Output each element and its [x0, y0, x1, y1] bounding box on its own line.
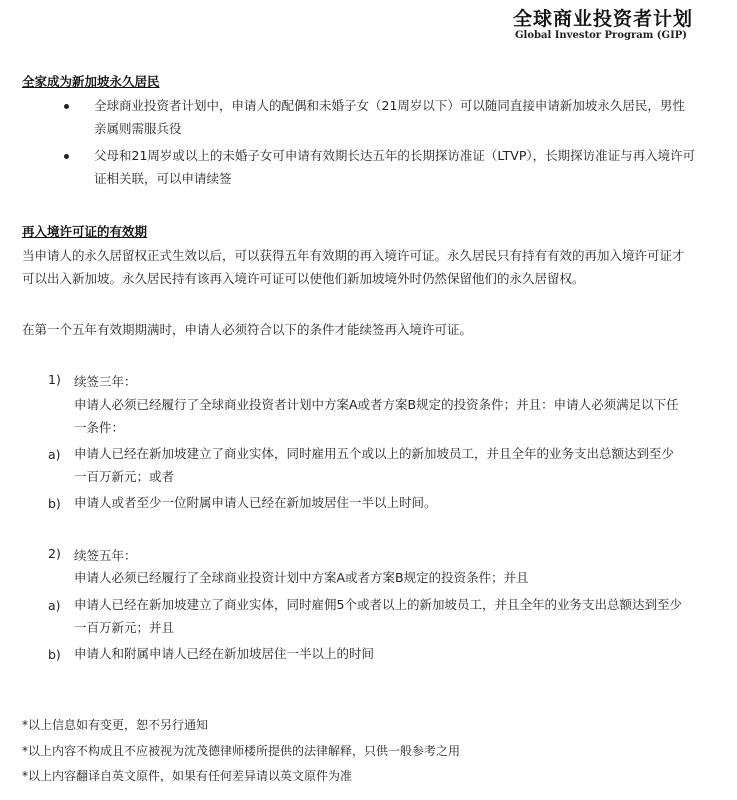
- footnote: *以上内容不构成且不应被视为沈茂德律师楼所提供的法律解释，只供一般参考之用: [22, 744, 461, 758]
- footnote: *以上信息如有变更，恕不另行通知: [22, 718, 209, 732]
- bullet-dot-icon: [64, 104, 69, 109]
- item-text: 申请人和附属申请人已经在新加坡居住一半以上的时间: [74, 646, 375, 661]
- bullet-item: 全球商业投资者计划中，申请人的配偶和未婚子女（21周岁以下）可以随同直接申请新加坡永久居民，男性亲属则需服兵役: [94, 98, 685, 136]
- condition-intro: 在第一个五年有效期期满时，申请人必须符合以下的条件才能续签再入境许可证。: [22, 322, 473, 337]
- footnote: *以上内容翻译自英文原件，如果有任何差异请以英文原件为准: [22, 769, 353, 783]
- renewal-title: 续签五年：: [74, 548, 137, 563]
- item-text: 申请人已经在新加坡建立了商业实体，同时雇佣5个或者以上的新加坡员工，并且全年的业务支出总额达到至少一百万新元；并且: [74, 597, 682, 635]
- item-label: b): [48, 647, 61, 662]
- item-text: 申请人已经在新加坡建立了商业实体，同时雇用五个或以上的新加坡员工，并且全年的业务支出总额达到至少一百万新元；或者: [74, 446, 675, 484]
- section-title-pr: 全家成为新加坡永久居民: [22, 74, 160, 89]
- bullet-dot-icon: [64, 154, 69, 159]
- item-label: b): [48, 496, 61, 511]
- renewal-title: 续签三年：: [74, 374, 137, 389]
- renewal-number: 2): [48, 546, 61, 561]
- item-label: a): [48, 598, 61, 613]
- header-subtitle: Global Investor Program (GIP): [514, 30, 687, 41]
- item-text: 申请人或者至少一位附属申请人已经在新加坡居住一半以上时间。: [74, 495, 437, 510]
- item-label: a): [48, 447, 61, 462]
- bullet-item: 父母和21周岁或以上的未婚子女可申请有效期长达五年的长期探访准证（LTVP），长期探访准证与再入境许可证相关联，可以申请续签: [94, 148, 696, 186]
- renewal-desc: 申请人必须已经履行了全球商业投资计划中方案A或者方案B规定的投资条件；并且: [74, 570, 529, 585]
- renewal-desc: 申请人必须已经履行了全球商业投资者计划中方案A或者方案B规定的投资条件；并且：申请人必须满足以下任一条件：: [74, 397, 679, 435]
- reentry-paragraph: 当申请人的永久居留权正式生效以后，可以获得五年有效期的再入境许可证。永久居民只有持有有效的再加入境许可证才可以出入新加坡。永久居民持有该再入境许可证可以使他们新加坡境外时仍然保留他们的永久居留权。: [22, 248, 685, 286]
- header-title: 全球商业投资者计划: [512, 8, 693, 30]
- renewal-number: 1): [48, 372, 61, 387]
- section-title-reentry: 再入境许可证的有效期: [22, 224, 148, 239]
